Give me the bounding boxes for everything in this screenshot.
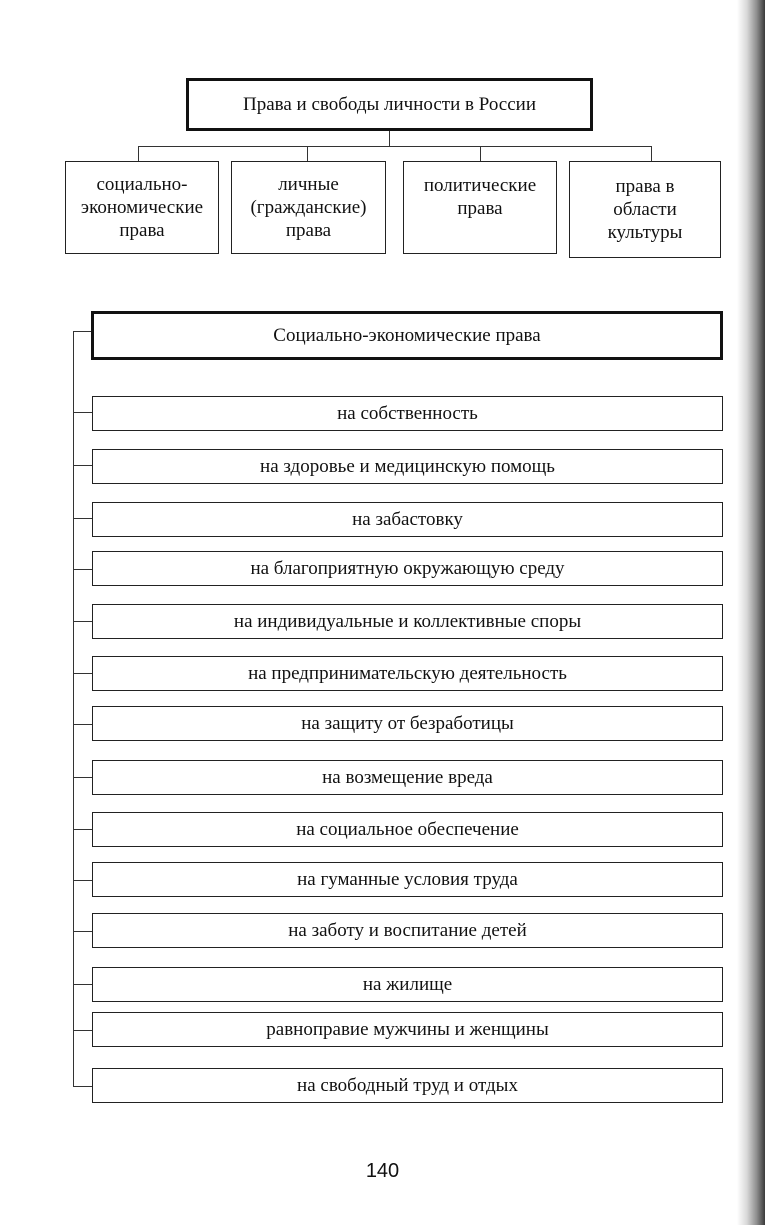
category-label: права в области культуры [607,176,683,243]
right-item-label: на забастовку [352,509,463,530]
right-item-label: на возмещение вреда [322,767,493,788]
right-item [92,396,723,431]
spine-to-title [73,331,92,332]
page-number: 140 [365,1160,400,1182]
branch-12 [73,984,92,985]
rights-title-box [186,78,593,131]
category-political [403,161,557,254]
right-item [92,760,723,795]
connector-drop-3 [480,146,481,161]
branch-5 [73,621,92,622]
connector-horizontal [138,146,652,147]
right-item-label: на жилище [362,974,453,995]
category-label: политические права [423,175,537,219]
category-socio-economic [65,161,219,254]
category-personal [231,161,386,254]
branch-7 [73,724,92,725]
connector-drop-4 [651,146,652,161]
right-item-label: на благоприятную окружающую среду [250,558,565,579]
branch-10 [73,880,92,881]
connector-title-down [389,131,390,146]
right-item [92,862,723,897]
right-item-label: на свободный труд и отдых [297,1075,518,1096]
right-item [92,1068,723,1103]
right-item [92,502,723,537]
branch-6 [73,673,92,674]
right-item-label: равноправие мужчины и женщины [266,1019,549,1040]
right-item [92,656,723,691]
book-binding-shadow [737,0,765,1225]
right-item [92,913,723,948]
right-item [92,812,723,847]
left-spine [73,331,74,1087]
right-item-label: на предпринимательскую деятельность [248,663,567,684]
econ-rights-title: Социально-экономические права [273,325,541,346]
category-label: личные (гражданские) права [250,174,367,241]
right-item [92,1012,723,1047]
connector-drop-2 [307,146,308,161]
right-item-label: на защиту от безработицы [301,713,514,734]
right-item-label: на индивидуальные и коллективные споры [233,611,582,632]
branch-9 [73,829,92,830]
right-item-label: на заботу и воспитание детей [288,920,527,941]
category-label: социально- экономические права [80,174,204,241]
connector-drop-1 [138,146,139,161]
branch-8 [73,777,92,778]
right-item [92,604,723,639]
right-item [92,706,723,741]
branch-11 [73,931,92,932]
right-item [92,449,723,484]
econ-rights-title-box [91,311,723,360]
right-item-label: на здоровье и медицинскую помощь [260,456,555,477]
rights-title: Права и свободы личности в России [242,94,537,115]
branch-4 [73,569,92,570]
branch-3 [73,518,92,519]
right-item [92,551,723,586]
right-item-label: на социальное обеспечение [296,819,519,840]
branch-14 [73,1086,92,1087]
branch-2 [73,465,92,466]
category-culture [569,161,721,258]
right-item-label: на собственность [337,403,478,424]
branch-13 [73,1030,92,1031]
right-item-label: на гуманные условия труда [297,869,518,890]
branch-1 [73,412,92,413]
right-item [92,967,723,1002]
